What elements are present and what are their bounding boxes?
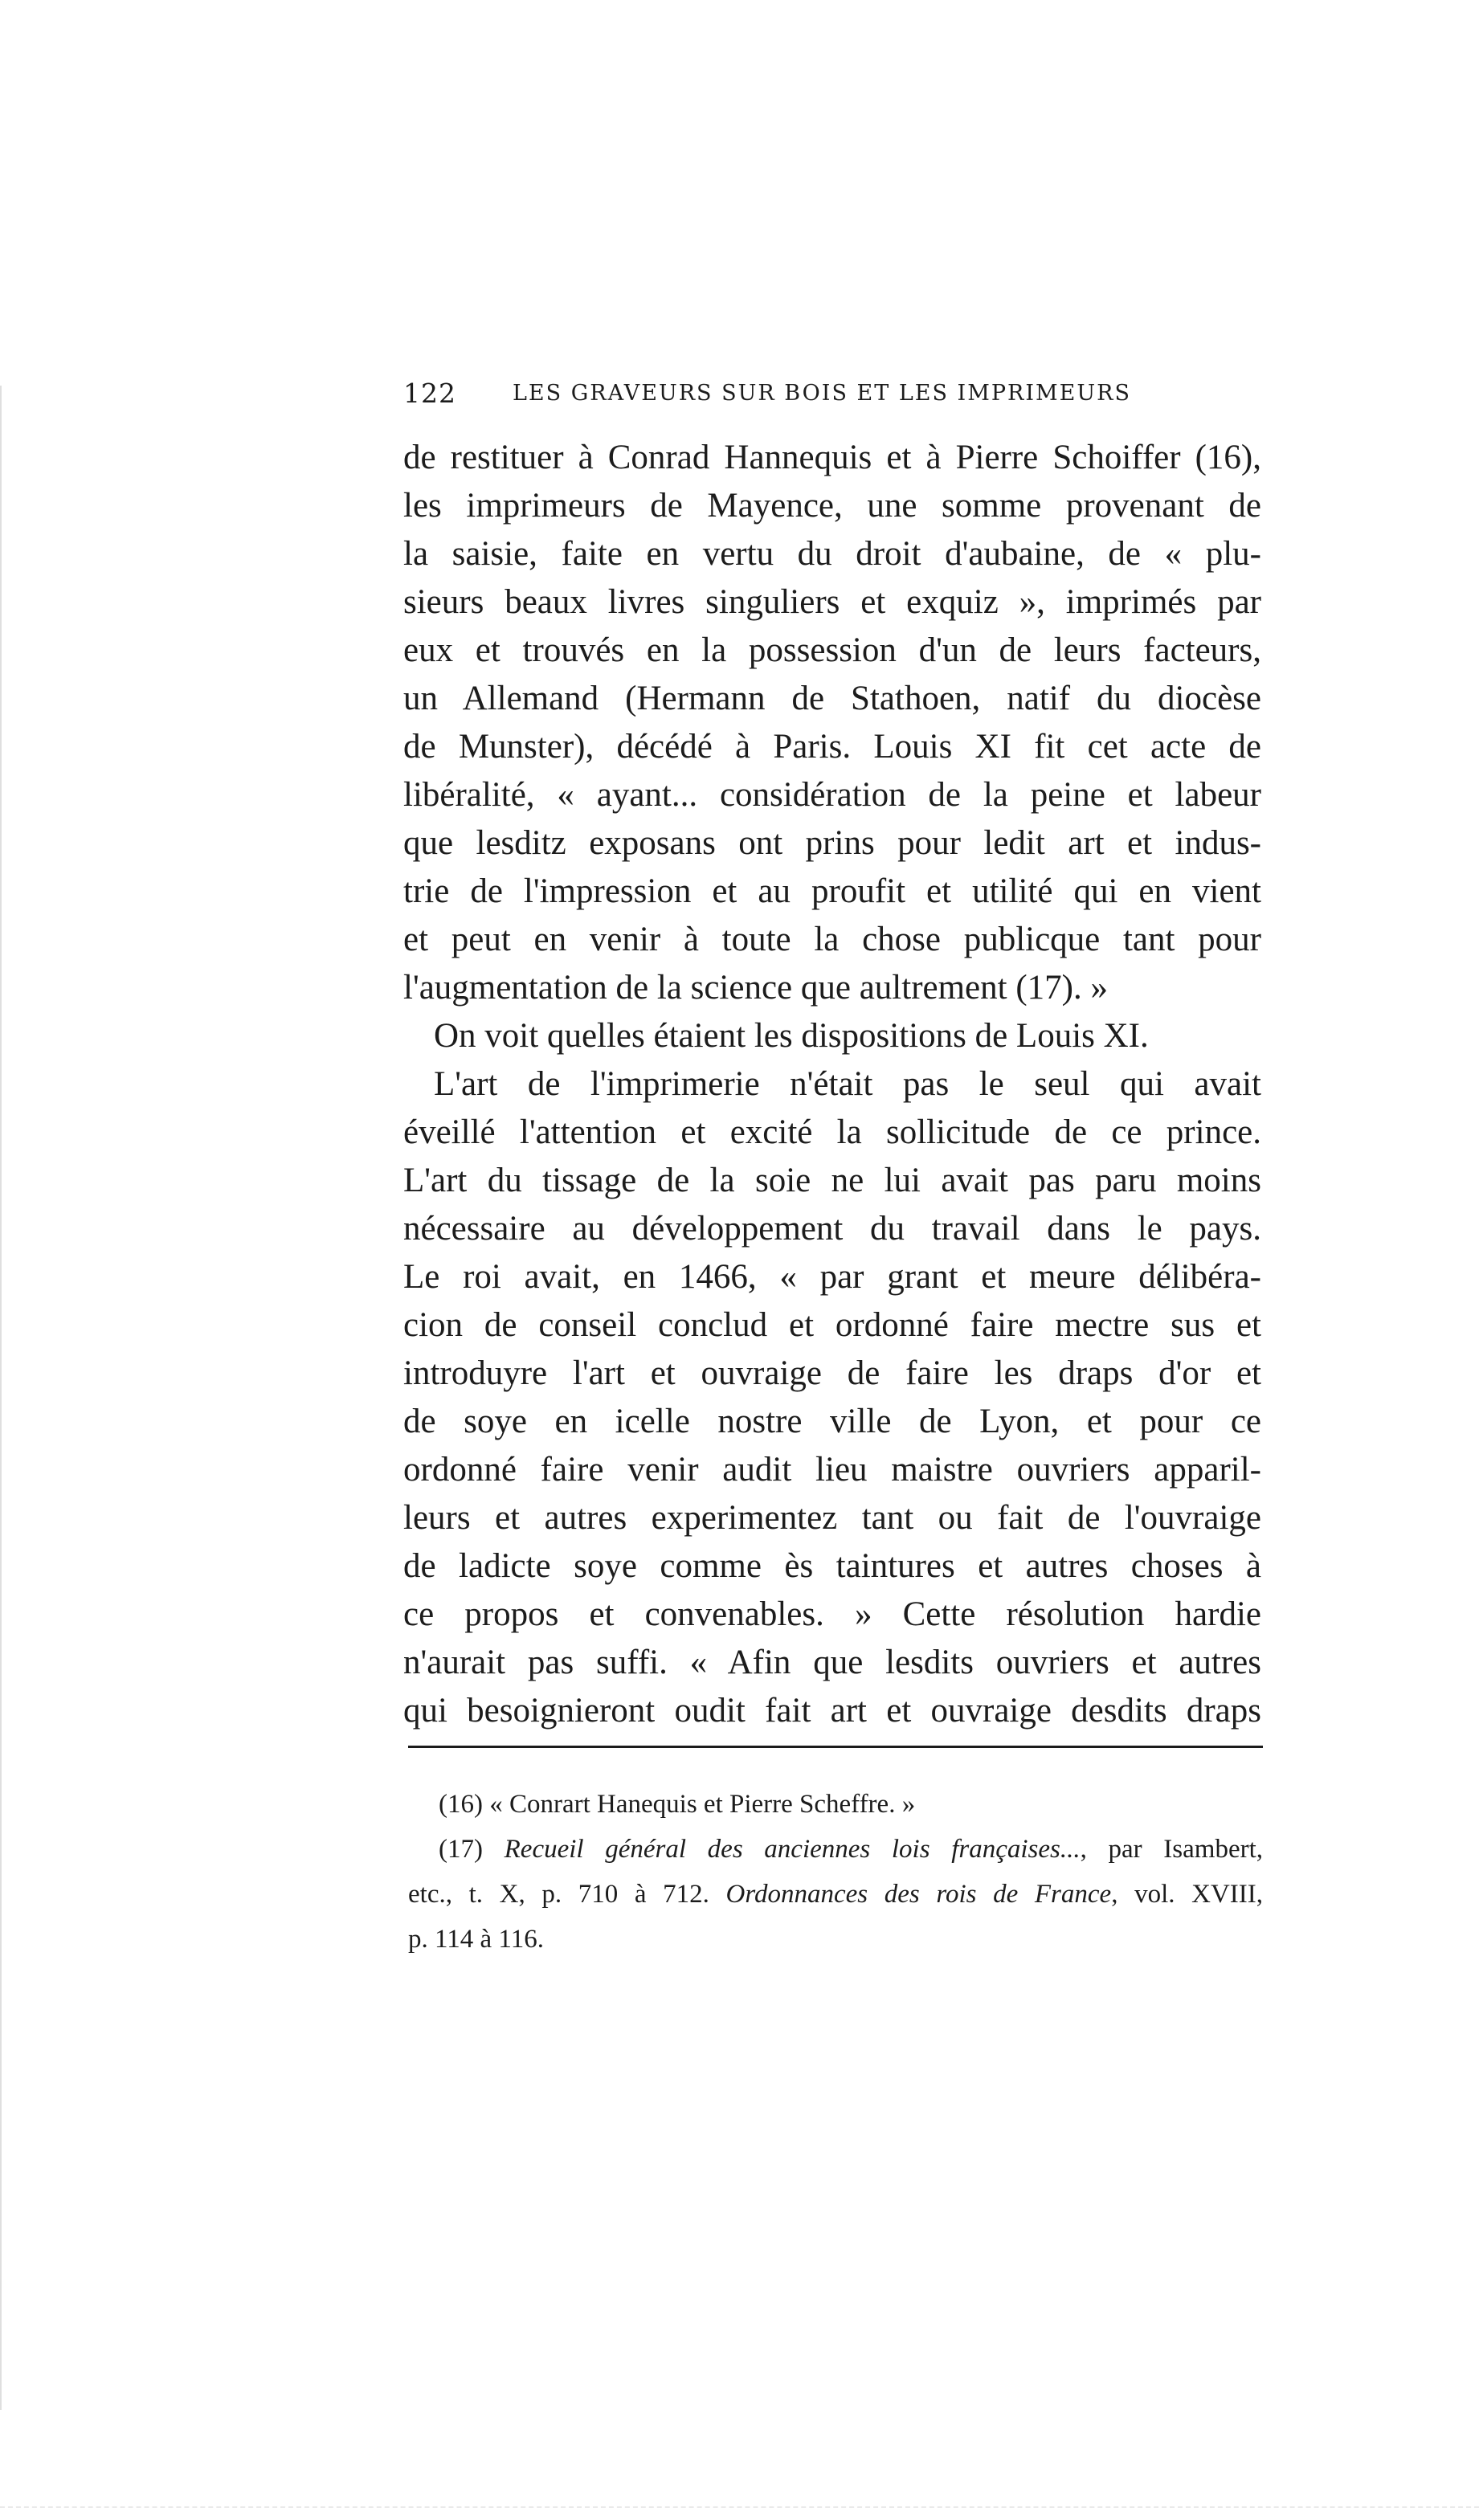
text-line: que lesditz exposans ont prins pour ledit art et indus- [403,824,1261,862]
footnote-17-line-3: p. 114 à 116. [408,1925,544,1954]
text-line: cion de conseil conclud et ordonné faire mectre sus et [403,1306,1261,1344]
text-line: ordonné faire venir audit lieu maistre ouvriers apparil- [403,1451,1261,1489]
footnote-17-title-2: Ordonnances des rois de France [725,1880,1112,1909]
text-line: l'augmentation de la science que aultrement (17). » [403,969,1108,1007]
footnote-separator [408,1746,1263,1748]
text-line: ce propos et convenables. » Cette résolution hardie [403,1595,1261,1633]
footnote-17 [408,1827,1263,1872]
text-line: introduyre l'art et ouvraige de faire les draps d'or et [403,1354,1261,1392]
running-title: LES GRAVEURS SUR BOIS ET LES IMPRIMEURS [513,381,1131,406]
text-line: un Allemand (Hermann de Stathoen, natif du diocèse [403,680,1261,717]
scan-bottom-edge [0,2506,1479,2511]
text-line: et peut en venir à toute la chose publicque tant pour [403,921,1261,958]
text-line: la saisie, faite en vertu du droit d'aubaine, de « plu- [403,535,1261,573]
page-edge-shadow [0,386,4,2410]
text-line: trie de l'impression et au proufit et utilité qui en vient [403,872,1261,910]
footnote-17-line-2 [408,1872,1263,1917]
footnote-17-volume: , vol. XVIII, [1111,1880,1264,1909]
text-line: leurs et autres experimentez tant ou fait de l'ouvraige [403,1499,1261,1537]
text-line: libéralité, « ayant... considération de la peine et labeur [403,776,1261,814]
text-line: les imprimeurs de Mayence, une somme provenant de [403,487,1261,525]
text-line: de restituer à Conrad Hannequis et à Pierre Schoiffer (16), [403,439,1261,476]
paragraph-line: On voit quelles étaient les dispositions de Louis XI. [434,1017,1149,1055]
footnote-17-ref: etc., t. X, p. 710 à 712. [408,1880,709,1909]
paragraph-line: L'art de l'imprimerie n'était pas le seul qui avait [434,1065,1261,1103]
text-line: nécessaire au développement du travail dans le pays. [403,1210,1261,1248]
text-line: eux et trouvés en la possession d'un de leurs facteurs, [403,631,1261,669]
main-text [403,434,1261,1735]
text-line: n'aurait pas suffi. « Afin que lesdits ouvriers et autres [403,1644,1261,1681]
footnote-17-author: , par Isambert, [1080,1835,1263,1864]
running-header [403,378,1263,418]
text-line: qui besoignieront oudit fait art et ouvraige desdits draps [403,1692,1261,1730]
text-line: de ladicte soye comme ès taintures et autres choses à [403,1547,1261,1585]
footnote-17-number: (17) [439,1835,483,1864]
text-line: de soye en icelle nostre ville de Lyon, et pour ce [403,1403,1261,1440]
text-line: sieurs beaux livres singuliers et exquiz », imprimés par [403,583,1261,621]
page-number: 122 [403,378,456,409]
text-line: L'art du tissage de la soie ne lui avait pas paru moins [403,1162,1261,1199]
text-line: Le roi avait, en 1466, « par grant et meure délibéra- [403,1258,1261,1296]
text-line: éveillé l'attention et excité la sollicitude de ce prince. [403,1113,1261,1151]
footnotes [408,1782,1263,1962]
footnote-16: (16) « Conrart Hanequis et Pierre Scheffre. » [439,1790,916,1819]
text-line: de Munster), décédé à Paris. Louis XI fit cet acte de [403,728,1261,766]
footnote-17-title: Recueil général des anciennes lois françaises... [504,1835,1081,1864]
